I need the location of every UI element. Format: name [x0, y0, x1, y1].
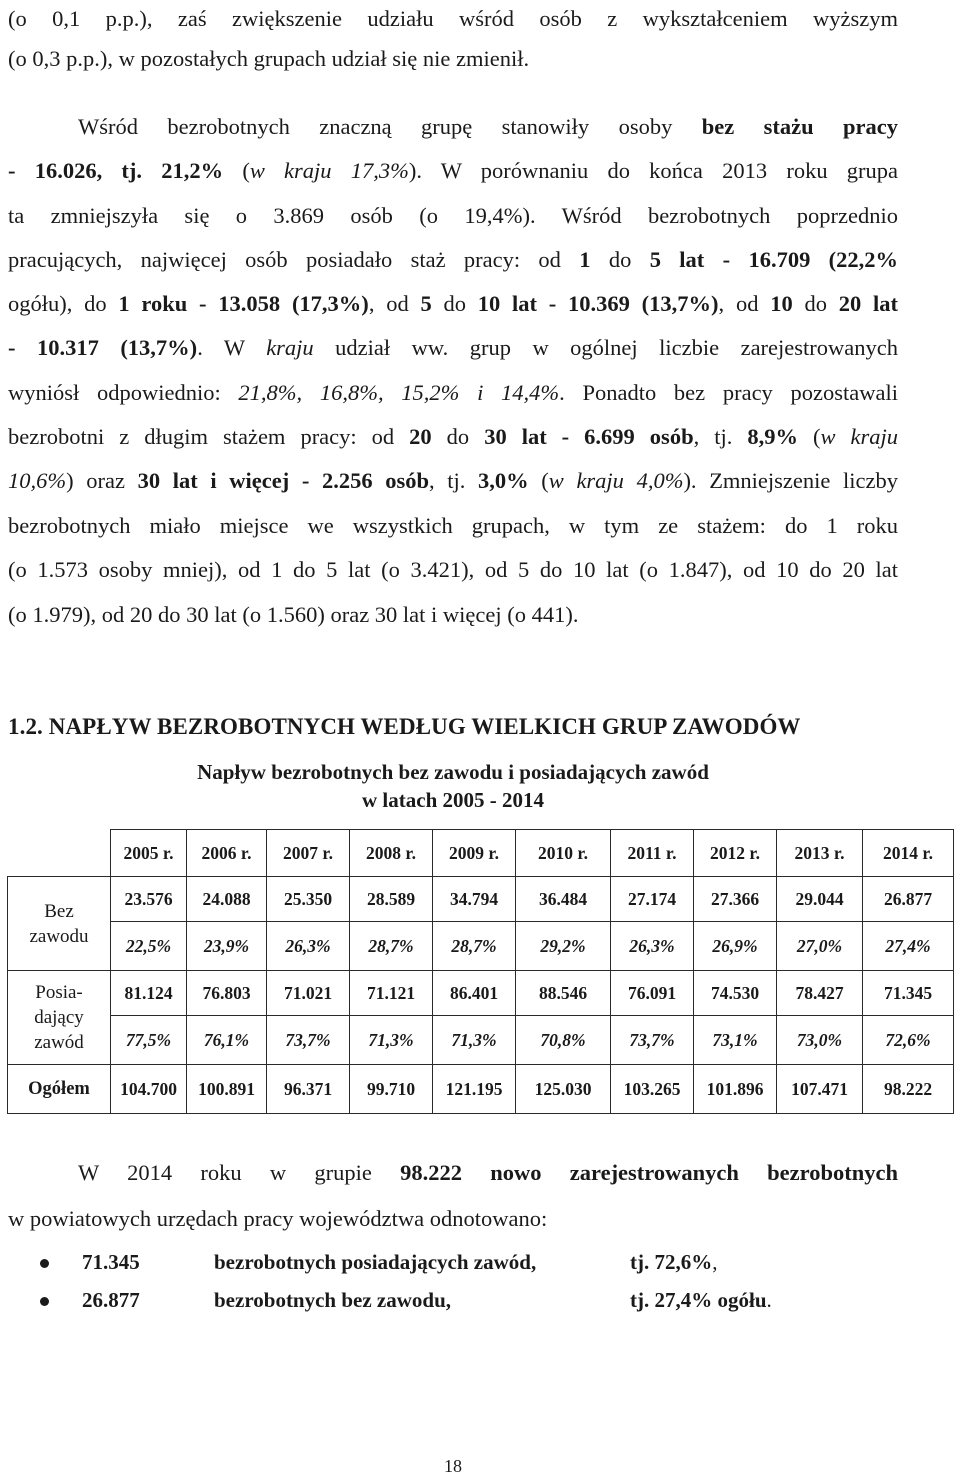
table-cell: 27.366 — [694, 877, 777, 922]
table-cell: 72,6% — [863, 1016, 954, 1065]
bullet-desc: bezrobotnych posiadających zawód, — [214, 1250, 537, 1274]
bullet-share: tj. 27,4% ogółu. — [630, 1288, 772, 1312]
paragraph-line: - 16.026, tj. 21,2% (w kraju 17,3%). W porównaniu do końca 2013 roku grupa — [8, 158, 898, 183]
table-cell: 99.710 — [350, 1065, 433, 1114]
table-cell: 26,3% — [267, 922, 350, 971]
table-cell: 71.021 — [267, 971, 350, 1016]
bullet-icon — [40, 1297, 49, 1306]
paragraph-line: (o 0,1 p.p.), zaś zwiększenie udziału wśród osób z wykształceniem wyższym — [8, 6, 898, 31]
table-cell: 71,3% — [433, 1016, 516, 1065]
list-item — [40, 1288, 940, 1318]
table-cell: 71.121 — [350, 971, 433, 1016]
paragraph-line: bezrobotni z długim stażem pracy: od 20 do 30 lat - 6.699 osób, tj. 8,9% (w kraju — [8, 424, 898, 449]
list-item — [40, 1250, 940, 1280]
table-cell: 71.345 — [863, 971, 954, 1016]
table-cell: 25.350 — [267, 877, 350, 922]
table-header-row — [8, 830, 954, 877]
table-cell: 101.896 — [694, 1065, 777, 1114]
table-cell: 73,7% — [611, 1016, 694, 1065]
table-cell: 76,1% — [187, 1016, 267, 1065]
table-cell: 121.195 — [433, 1065, 516, 1114]
table-cell: 73,7% — [267, 1016, 350, 1065]
table-total-row — [8, 1065, 954, 1114]
paragraph-line: wyniósł odpowiednio: 21,8%, 16,8%, 15,2% i 14,4%. Ponadto bez pracy pozostawali — [8, 380, 898, 405]
table-cell: 26,9% — [694, 922, 777, 971]
table-cell: 24.088 — [187, 877, 267, 922]
summary-line: w powiatowych urzędach pracy województwa odnotowano: — [8, 1206, 548, 1231]
table-corner — [8, 830, 111, 877]
table-cell: 23.576 — [111, 877, 187, 922]
table-cell: 125.030 — [516, 1065, 611, 1114]
page-number: 18 — [444, 1456, 462, 1476]
summary-line: W 2014 roku w grupie 98.222 nowo zarejestrowanych bezrobotnych — [78, 1160, 898, 1185]
year-header: 2008 r. — [350, 830, 433, 877]
year-header: 2006 r. — [187, 830, 267, 877]
paragraph-line: Wśród bezrobotnych znaczną grupę stanowiły osoby bez stażu pracy — [78, 114, 898, 139]
table-cell: 34.794 — [433, 877, 516, 922]
table-cell: 78.427 — [777, 971, 863, 1016]
row-label-no-profession: Bez zawodu — [8, 877, 111, 971]
year-header: 2005 r. — [111, 830, 187, 877]
table-row — [8, 1016, 954, 1065]
table-cell: 76.803 — [187, 971, 267, 1016]
bullet-value: 71.345 — [82, 1250, 140, 1274]
table-cell: 77,5% — [111, 1016, 187, 1065]
table-cell: 27,0% — [777, 922, 863, 971]
row-label-with-profession: Posia- dający zawód — [8, 971, 111, 1065]
bullet-share: tj. 72,6%, — [630, 1250, 718, 1274]
section-heading: 1.2. NAPŁYW BEZROBOTNYCH WEDŁUG WIELKICH GRUP ZAWODÓW — [8, 714, 801, 739]
paragraph-line: bezrobotnych miało miejsce we wszystkich grupach, w tym ze stażem: do 1 roku — [8, 513, 898, 538]
year-header: 2010 r. — [516, 830, 611, 877]
table-cell: 98.222 — [863, 1065, 954, 1114]
paragraph-line: (o 0,3 p.p.), w pozostałych grupach udział się nie zmienił. — [8, 46, 530, 71]
table-row — [8, 922, 954, 971]
table-cell: 26.877 — [863, 877, 954, 922]
year-header: 2013 r. — [777, 830, 863, 877]
table-cell: 23,9% — [187, 922, 267, 971]
table-cell: 76.091 — [611, 971, 694, 1016]
table-cell: 28,7% — [433, 922, 516, 971]
table-cell: 100.891 — [187, 1065, 267, 1114]
table-caption-years: w latach 2005 - 2014 — [362, 788, 544, 812]
table-cell: 107.471 — [777, 1065, 863, 1114]
row-label-total: Ogółem — [8, 1065, 111, 1114]
table-cell: 70,8% — [516, 1016, 611, 1065]
table-row — [8, 971, 954, 1016]
table-row — [8, 877, 954, 922]
bullet-desc: bezrobotnych bez zawodu, — [214, 1288, 452, 1312]
table-cell: 36.484 — [516, 877, 611, 922]
year-header: 2009 r. — [433, 830, 516, 877]
paragraph-line: (o 1.573 osoby mniej), od 1 do 5 lat (o 3.421), od 5 do 10 lat (o 1.847), od 10 do 20 lat — [8, 557, 898, 582]
table-cell: 86.401 — [433, 971, 516, 1016]
inflow-table — [7, 829, 954, 1114]
paragraph-line: pracujących, najwięcej osób posiadało staż pracy: od 1 do 5 lat - 16.709 (22,2% — [8, 247, 899, 272]
paragraph-line: (o 1.979), od 20 do 30 lat (o 1.560) oraz 30 lat i więcej (o 441). — [8, 602, 579, 627]
table-cell: 73,0% — [777, 1016, 863, 1065]
table-cell: 71,3% — [350, 1016, 433, 1065]
paragraph-line: ogółu), do 1 roku - 13.058 (17,3%), od 5 do 10 lat - 10.369 (13,7%), od 10 do 20 lat — [8, 291, 898, 316]
table-cell: 104.700 — [111, 1065, 187, 1114]
year-header: 2014 r. — [863, 830, 954, 877]
table-cell: 28.589 — [350, 877, 433, 922]
table-cell: 88.546 — [516, 971, 611, 1016]
table-cell: 29.044 — [777, 877, 863, 922]
table-cell: 96.371 — [267, 1065, 350, 1114]
bullet-icon — [40, 1259, 49, 1268]
table-cell: 73,1% — [694, 1016, 777, 1065]
year-header: 2007 r. — [267, 830, 350, 877]
table-cell: 103.265 — [611, 1065, 694, 1114]
table-cell: 27.174 — [611, 877, 694, 922]
table-cell: 28,7% — [350, 922, 433, 971]
table-cell: 81.124 — [111, 971, 187, 1016]
bullet-value: 26.877 — [82, 1288, 140, 1312]
paragraph-line: 10,6%) oraz 30 lat i więcej - 2.256 osób, tj. 3,0% (w kraju 4,0%). Zmniejszenie liczby — [8, 468, 898, 493]
table-cell: 74.530 — [694, 971, 777, 1016]
table-cell: 29,2% — [516, 922, 611, 971]
year-header: 2011 r. — [611, 830, 694, 877]
table-caption: Napływ bezrobotnych bez zawodu i posiadających zawód — [197, 760, 709, 784]
paragraph-line: - 10.317 (13,7%). W kraju udział ww. grup w ogólnej liczbie zarejestrowanych — [8, 335, 898, 360]
paragraph-line: ta zmniejszyła się o 3.869 osób (o 19,4%). Wśród bezrobotnych poprzednio — [8, 203, 898, 228]
table-cell: 27,4% — [863, 922, 954, 971]
table-cell: 22,5% — [111, 922, 187, 971]
year-header: 2012 r. — [694, 830, 777, 877]
table-cell: 26,3% — [611, 922, 694, 971]
